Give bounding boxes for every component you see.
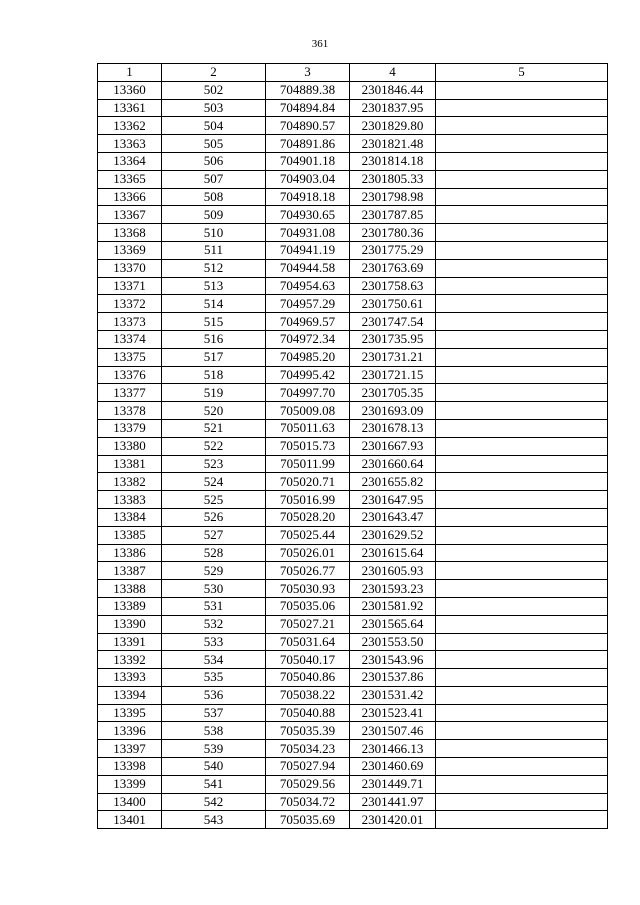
table-row xyxy=(98,580,608,598)
note-cell xyxy=(436,241,608,259)
point-id-cell: 13379 xyxy=(98,419,162,437)
x-coordinate-cell: 705026.01 xyxy=(266,544,350,562)
note-cell xyxy=(436,384,608,402)
x-coordinate-cell: 704889.38 xyxy=(266,81,350,99)
x-coordinate-cell: 705030.93 xyxy=(266,580,350,598)
point-id-cell: 13400 xyxy=(98,793,162,811)
point-id-cell: 13360 xyxy=(98,81,162,99)
x-coordinate-cell: 705031.64 xyxy=(266,633,350,651)
point-number-cell: 511 xyxy=(162,241,266,259)
x-coordinate-cell: 704969.57 xyxy=(266,313,350,331)
point-id-cell: 13391 xyxy=(98,633,162,651)
point-id-cell: 13401 xyxy=(98,811,162,829)
note-cell xyxy=(436,526,608,544)
point-number-cell: 517 xyxy=(162,348,266,366)
table-row xyxy=(98,544,608,562)
point-number-cell: 540 xyxy=(162,758,266,776)
y-coordinate-cell: 2301750.61 xyxy=(350,295,436,313)
x-coordinate-cell: 705034.72 xyxy=(266,793,350,811)
y-coordinate-cell: 2301837.95 xyxy=(350,99,436,117)
point-number-cell: 535 xyxy=(162,669,266,687)
point-number-cell: 512 xyxy=(162,259,266,277)
y-coordinate-cell: 2301543.96 xyxy=(350,651,436,669)
x-coordinate-cell: 705009.08 xyxy=(266,402,350,420)
x-coordinate-cell: 704931.08 xyxy=(266,224,350,242)
y-coordinate-cell: 2301531.42 xyxy=(350,686,436,704)
table-row xyxy=(98,348,608,366)
point-id-cell: 13373 xyxy=(98,313,162,331)
point-number-cell: 505 xyxy=(162,135,266,153)
table-row xyxy=(98,597,608,615)
point-number-cell: 516 xyxy=(162,330,266,348)
table-row xyxy=(98,366,608,384)
point-number-cell: 530 xyxy=(162,580,266,598)
table-row xyxy=(98,491,608,509)
point-id-cell: 13363 xyxy=(98,135,162,153)
column-header: 1 xyxy=(98,64,162,82)
y-coordinate-cell: 2301846.44 xyxy=(350,81,436,99)
note-cell xyxy=(436,455,608,473)
point-id-cell: 13388 xyxy=(98,580,162,598)
y-coordinate-cell: 2301655.82 xyxy=(350,473,436,491)
y-coordinate-cell: 2301693.09 xyxy=(350,402,436,420)
y-coordinate-cell: 2301731.21 xyxy=(350,348,436,366)
y-coordinate-cell: 2301420.01 xyxy=(350,811,436,829)
x-coordinate-cell: 705035.69 xyxy=(266,811,350,829)
point-number-cell: 529 xyxy=(162,562,266,580)
x-coordinate-cell: 704890.57 xyxy=(266,117,350,135)
note-cell xyxy=(436,580,608,598)
point-number-cell: 509 xyxy=(162,206,266,224)
note-cell xyxy=(436,366,608,384)
x-coordinate-cell: 705040.17 xyxy=(266,651,350,669)
point-number-cell: 534 xyxy=(162,651,266,669)
point-number-cell: 522 xyxy=(162,437,266,455)
point-id-cell: 13397 xyxy=(98,740,162,758)
y-coordinate-cell: 2301735.95 xyxy=(350,330,436,348)
note-cell xyxy=(436,811,608,829)
y-coordinate-cell: 2301593.23 xyxy=(350,580,436,598)
point-number-cell: 518 xyxy=(162,366,266,384)
table-row xyxy=(98,775,608,793)
note-cell xyxy=(436,206,608,224)
y-coordinate-cell: 2301507.46 xyxy=(350,722,436,740)
y-coordinate-cell: 2301821.48 xyxy=(350,135,436,153)
note-cell xyxy=(436,633,608,651)
note-cell xyxy=(436,758,608,776)
y-coordinate-cell: 2301460.69 xyxy=(350,758,436,776)
y-coordinate-cell: 2301667.93 xyxy=(350,437,436,455)
point-number-cell: 543 xyxy=(162,811,266,829)
point-number-cell: 524 xyxy=(162,473,266,491)
point-id-cell: 13389 xyxy=(98,597,162,615)
x-coordinate-cell: 705025.44 xyxy=(266,526,350,544)
y-coordinate-cell: 2301775.29 xyxy=(350,241,436,259)
point-number-cell: 507 xyxy=(162,170,266,188)
table-row xyxy=(98,224,608,242)
note-cell xyxy=(436,473,608,491)
y-coordinate-cell: 2301705.35 xyxy=(350,384,436,402)
point-id-cell: 13382 xyxy=(98,473,162,491)
note-cell xyxy=(436,259,608,277)
x-coordinate-cell: 704997.70 xyxy=(266,384,350,402)
y-coordinate-cell: 2301758.63 xyxy=(350,277,436,295)
point-id-cell: 13392 xyxy=(98,651,162,669)
note-cell xyxy=(436,704,608,722)
point-number-cell: 528 xyxy=(162,544,266,562)
point-number-cell: 520 xyxy=(162,402,266,420)
x-coordinate-cell: 705011.99 xyxy=(266,455,350,473)
table-row xyxy=(98,384,608,402)
note-cell xyxy=(436,775,608,793)
point-id-cell: 13374 xyxy=(98,330,162,348)
table-row xyxy=(98,651,608,669)
point-id-cell: 13376 xyxy=(98,366,162,384)
y-coordinate-cell: 2301581.92 xyxy=(350,597,436,615)
table-row xyxy=(98,722,608,740)
y-coordinate-cell: 2301466.13 xyxy=(350,740,436,758)
table-row xyxy=(98,633,608,651)
x-coordinate-cell: 705035.06 xyxy=(266,597,350,615)
point-number-cell: 519 xyxy=(162,384,266,402)
y-coordinate-cell: 2301780.36 xyxy=(350,224,436,242)
x-coordinate-cell: 704903.04 xyxy=(266,170,350,188)
table-row xyxy=(98,402,608,420)
note-cell xyxy=(436,99,608,117)
note-cell xyxy=(436,615,608,633)
note-cell xyxy=(436,686,608,704)
y-coordinate-cell: 2301660.64 xyxy=(350,455,436,473)
x-coordinate-cell: 704944.58 xyxy=(266,259,350,277)
y-coordinate-cell: 2301523.41 xyxy=(350,704,436,722)
x-coordinate-cell: 704941.19 xyxy=(266,241,350,259)
table-row xyxy=(98,473,608,491)
x-coordinate-cell: 705028.20 xyxy=(266,508,350,526)
y-coordinate-cell: 2301678.13 xyxy=(350,419,436,437)
point-number-cell: 503 xyxy=(162,99,266,117)
y-coordinate-cell: 2301537.86 xyxy=(350,669,436,687)
point-id-cell: 13380 xyxy=(98,437,162,455)
y-coordinate-cell: 2301814.18 xyxy=(350,152,436,170)
table-row xyxy=(98,686,608,704)
table-row xyxy=(98,740,608,758)
note-cell xyxy=(436,508,608,526)
point-number-cell: 526 xyxy=(162,508,266,526)
point-number-cell: 515 xyxy=(162,313,266,331)
table-row xyxy=(98,259,608,277)
x-coordinate-cell: 704957.29 xyxy=(266,295,350,313)
point-id-cell: 13383 xyxy=(98,491,162,509)
note-cell xyxy=(436,295,608,313)
y-coordinate-cell: 2301747.54 xyxy=(350,313,436,331)
y-coordinate-cell: 2301615.64 xyxy=(350,544,436,562)
table-row xyxy=(98,117,608,135)
point-id-cell: 13367 xyxy=(98,206,162,224)
point-number-cell: 513 xyxy=(162,277,266,295)
note-cell xyxy=(436,152,608,170)
note-cell xyxy=(436,81,608,99)
point-id-cell: 13399 xyxy=(98,775,162,793)
table-row xyxy=(98,330,608,348)
table-body xyxy=(98,81,608,828)
point-number-cell: 542 xyxy=(162,793,266,811)
y-coordinate-cell: 2301629.52 xyxy=(350,526,436,544)
column-header: 4 xyxy=(350,64,436,82)
point-id-cell: 13381 xyxy=(98,455,162,473)
point-id-cell: 13365 xyxy=(98,170,162,188)
x-coordinate-cell: 705035.39 xyxy=(266,722,350,740)
table-row xyxy=(98,758,608,776)
point-number-cell: 523 xyxy=(162,455,266,473)
y-coordinate-cell: 2301553.50 xyxy=(350,633,436,651)
point-number-cell: 514 xyxy=(162,295,266,313)
point-id-cell: 13375 xyxy=(98,348,162,366)
table-row xyxy=(98,206,608,224)
table-row xyxy=(98,811,608,829)
point-id-cell: 13385 xyxy=(98,526,162,544)
point-number-cell: 502 xyxy=(162,81,266,99)
table-row xyxy=(98,81,608,99)
x-coordinate-cell: 704954.63 xyxy=(266,277,350,295)
point-id-cell: 13371 xyxy=(98,277,162,295)
point-id-cell: 13396 xyxy=(98,722,162,740)
note-cell xyxy=(436,544,608,562)
y-coordinate-cell: 2301763.69 xyxy=(350,259,436,277)
table-row xyxy=(98,508,608,526)
x-coordinate-cell: 705026.77 xyxy=(266,562,350,580)
x-coordinate-cell: 705038.22 xyxy=(266,686,350,704)
table-row xyxy=(98,437,608,455)
y-coordinate-cell: 2301721.15 xyxy=(350,366,436,384)
point-number-cell: 537 xyxy=(162,704,266,722)
point-id-cell: 13366 xyxy=(98,188,162,206)
point-id-cell: 13368 xyxy=(98,224,162,242)
point-id-cell: 13390 xyxy=(98,615,162,633)
note-cell xyxy=(436,740,608,758)
point-id-cell: 13361 xyxy=(98,99,162,117)
note-cell xyxy=(436,437,608,455)
note-cell xyxy=(436,651,608,669)
table-row xyxy=(98,313,608,331)
note-cell xyxy=(436,491,608,509)
note-cell xyxy=(436,562,608,580)
x-coordinate-cell: 704995.42 xyxy=(266,366,350,384)
point-id-cell: 13398 xyxy=(98,758,162,776)
point-id-cell: 13369 xyxy=(98,241,162,259)
note-cell xyxy=(436,597,608,615)
note-cell xyxy=(436,313,608,331)
note-cell xyxy=(436,135,608,153)
x-coordinate-cell: 705034.23 xyxy=(266,740,350,758)
x-coordinate-cell: 705040.86 xyxy=(266,669,350,687)
x-coordinate-cell: 704930.65 xyxy=(266,206,350,224)
point-number-cell: 539 xyxy=(162,740,266,758)
note-cell xyxy=(436,793,608,811)
y-coordinate-cell: 2301441.97 xyxy=(350,793,436,811)
table-row xyxy=(98,152,608,170)
y-coordinate-cell: 2301829.80 xyxy=(350,117,436,135)
x-coordinate-cell: 704894.84 xyxy=(266,99,350,117)
note-cell xyxy=(436,117,608,135)
point-id-cell: 13384 xyxy=(98,508,162,526)
y-coordinate-cell: 2301565.64 xyxy=(350,615,436,633)
point-id-cell: 13393 xyxy=(98,669,162,687)
page-number: 361 xyxy=(311,38,329,50)
point-number-cell: 531 xyxy=(162,597,266,615)
point-number-cell: 525 xyxy=(162,491,266,509)
table-row xyxy=(98,170,608,188)
note-cell xyxy=(436,419,608,437)
point-number-cell: 521 xyxy=(162,419,266,437)
x-coordinate-cell: 704972.34 xyxy=(266,330,350,348)
table-row xyxy=(98,704,608,722)
x-coordinate-cell: 705015.73 xyxy=(266,437,350,455)
y-coordinate-cell: 2301798.98 xyxy=(350,188,436,206)
point-id-cell: 13364 xyxy=(98,152,162,170)
x-coordinate-cell: 705027.21 xyxy=(266,615,350,633)
point-number-cell: 527 xyxy=(162,526,266,544)
point-id-cell: 13387 xyxy=(98,562,162,580)
y-coordinate-cell: 2301647.95 xyxy=(350,491,436,509)
y-coordinate-cell: 2301805.33 xyxy=(350,170,436,188)
note-cell xyxy=(436,277,608,295)
column-header: 3 xyxy=(266,64,350,82)
table-row xyxy=(98,99,608,117)
point-number-cell: 510 xyxy=(162,224,266,242)
point-number-cell: 538 xyxy=(162,722,266,740)
note-cell xyxy=(436,722,608,740)
point-number-cell: 508 xyxy=(162,188,266,206)
table-row xyxy=(98,615,608,633)
point-number-cell: 506 xyxy=(162,152,266,170)
point-number-cell: 504 xyxy=(162,117,266,135)
x-coordinate-cell: 705011.63 xyxy=(266,419,350,437)
coordinates-table xyxy=(97,63,608,829)
note-cell xyxy=(436,402,608,420)
point-id-cell: 13395 xyxy=(98,704,162,722)
table-row xyxy=(98,526,608,544)
table-row xyxy=(98,793,608,811)
table-row xyxy=(98,562,608,580)
note-cell xyxy=(436,669,608,687)
x-coordinate-cell: 705020.71 xyxy=(266,473,350,491)
point-number-cell: 536 xyxy=(162,686,266,704)
point-id-cell: 13370 xyxy=(98,259,162,277)
point-id-cell: 13378 xyxy=(98,402,162,420)
note-cell xyxy=(436,188,608,206)
table-row xyxy=(98,295,608,313)
point-id-cell: 13377 xyxy=(98,384,162,402)
table-row xyxy=(98,419,608,437)
point-id-cell: 13372 xyxy=(98,295,162,313)
note-cell xyxy=(436,170,608,188)
x-coordinate-cell: 705040.88 xyxy=(266,704,350,722)
y-coordinate-cell: 2301643.47 xyxy=(350,508,436,526)
point-number-cell: 533 xyxy=(162,633,266,651)
x-coordinate-cell: 704891.86 xyxy=(266,135,350,153)
point-id-cell: 13394 xyxy=(98,686,162,704)
table-header-row xyxy=(98,64,608,82)
table-row xyxy=(98,455,608,473)
x-coordinate-cell: 704918.18 xyxy=(266,188,350,206)
note-cell xyxy=(436,330,608,348)
table-row xyxy=(98,188,608,206)
point-id-cell: 13386 xyxy=(98,544,162,562)
y-coordinate-cell: 2301787.85 xyxy=(350,206,436,224)
column-header: 5 xyxy=(436,64,608,82)
table-row xyxy=(98,241,608,259)
x-coordinate-cell: 705016.99 xyxy=(266,491,350,509)
point-id-cell: 13362 xyxy=(98,117,162,135)
table-row xyxy=(98,277,608,295)
y-coordinate-cell: 2301605.93 xyxy=(350,562,436,580)
y-coordinate-cell: 2301449.71 xyxy=(350,775,436,793)
table-row xyxy=(98,135,608,153)
x-coordinate-cell: 704985.20 xyxy=(266,348,350,366)
table-row xyxy=(98,669,608,687)
x-coordinate-cell: 704901.18 xyxy=(266,152,350,170)
note-cell xyxy=(436,348,608,366)
column-header: 2 xyxy=(162,64,266,82)
point-number-cell: 532 xyxy=(162,615,266,633)
x-coordinate-cell: 705027.94 xyxy=(266,758,350,776)
note-cell xyxy=(436,224,608,242)
x-coordinate-cell: 705029.56 xyxy=(266,775,350,793)
point-number-cell: 541 xyxy=(162,775,266,793)
